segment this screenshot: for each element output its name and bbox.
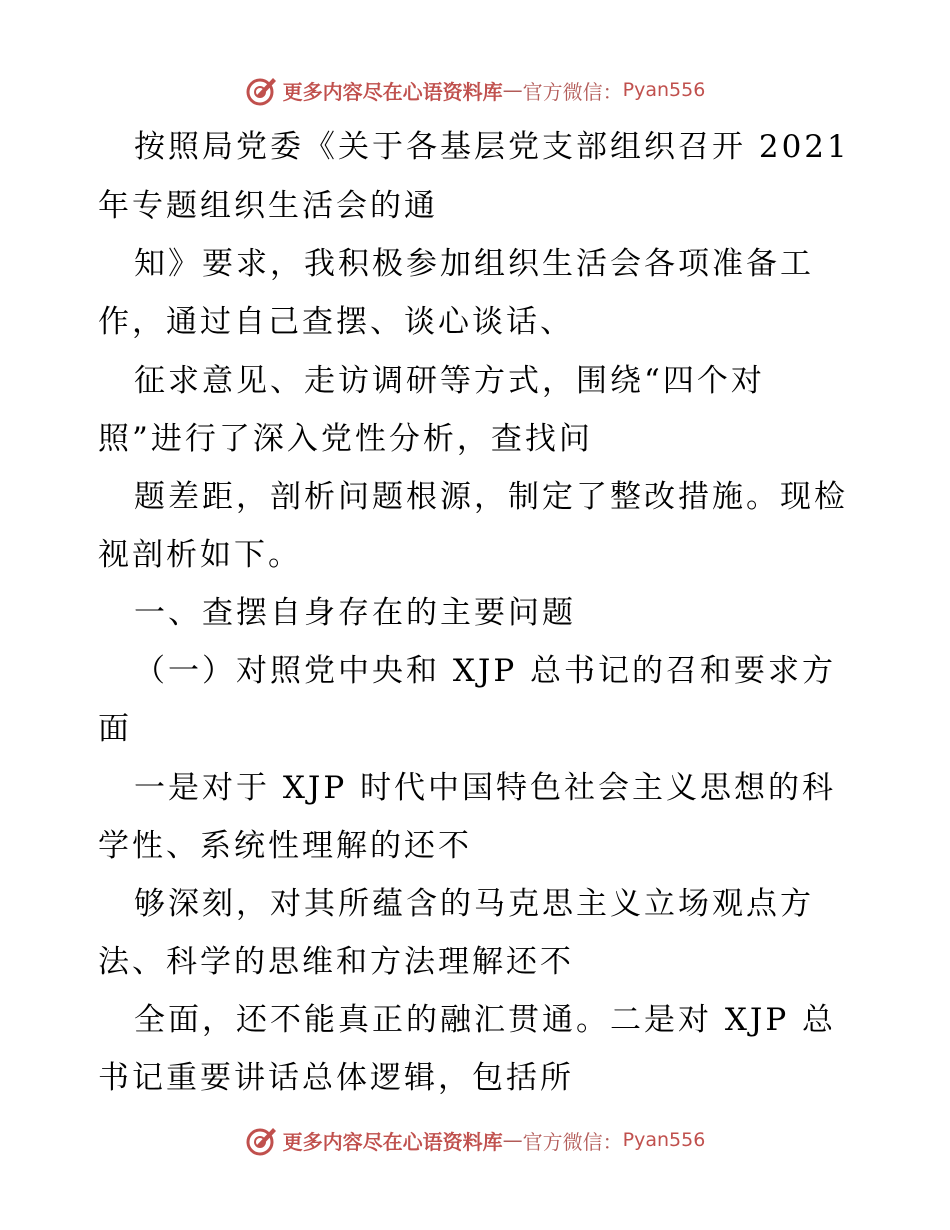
body-line: 知》要求，我积极参加组织生活会各项准备工 [134,246,814,282]
section-heading: 一、查摆自身存在的主要问题 [134,595,576,631]
body-line: 年专题组织生活会的通 [98,188,438,224]
body-line: 一是对于 XJP 时代中国特色社会主义思想的科 [134,770,837,806]
body-line: 题差距，剖析问题根源，制定了整改措施。现检 [134,479,848,515]
body-line: 征求意见、走访调研等方式，围绕“四个对 [134,363,765,399]
footer-watermark [0,1120,950,1160]
body-line: 书记重要讲话总体逻辑，包括所 [98,1060,574,1096]
pen-logo-icon [245,1123,279,1157]
watermark-label: 官方微信： [522,79,623,104]
watermark-wechat-id: Pyan556 [622,1129,706,1151]
body-line: 法、科学的思维和方法理解还不 [98,944,574,980]
body-line: 照”进行了深入党性分析，查找问 [98,421,593,457]
watermark-site-text: 更多内容尽在心语资料库 [282,1129,503,1154]
body-line: 作，通过自己查摆、谈心谈话、 [98,304,574,340]
body-line: 视剖析如下。 [98,537,302,573]
body-line: 够深刻，对其所蕴含的马克思主义立场观点方 [134,886,814,922]
body-line: 按照局党委《关于各基层党支部组织召开 2021 [134,129,850,165]
watermark-label: 官方微信： [522,1129,623,1154]
body-line: 学性、系统性理解的还不 [98,828,472,864]
body-line: 全面，还不能真正的融汇贯通。二是对 XJP 总 [134,1002,837,1038]
watermark-site-text: 更多内容尽在心语资料库 [282,79,503,104]
subsection-heading: （一）对照党中央和 XJP 总书记的召和要求方 [134,653,837,689]
watermark-separator: — [502,1128,523,1152]
watermark-wechat-id: Pyan556 [622,79,706,101]
watermark-separator: — [502,78,523,102]
body-line: 面 [98,711,132,747]
